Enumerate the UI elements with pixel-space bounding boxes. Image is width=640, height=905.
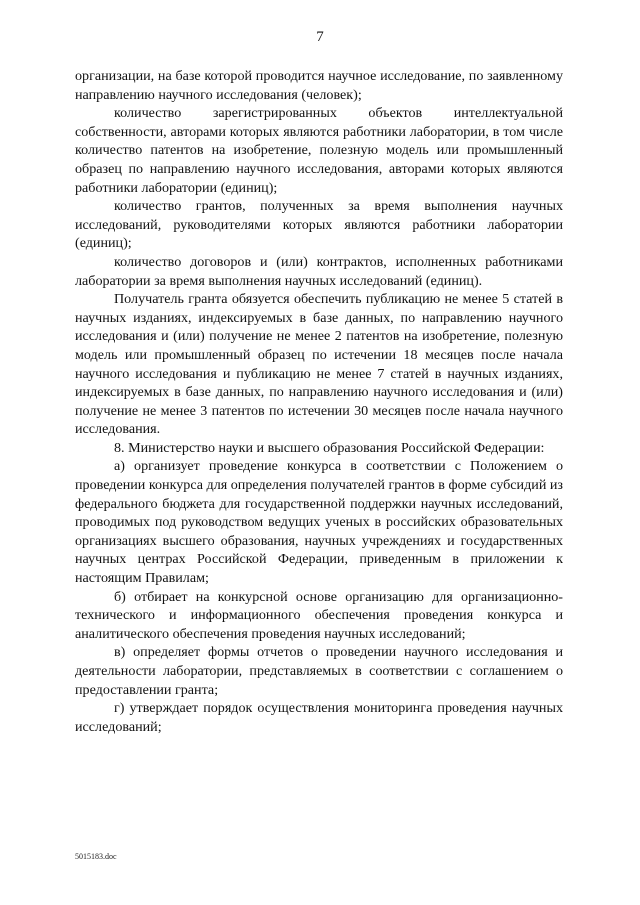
document-body bbox=[75, 67, 563, 736]
paragraph-continuation: организации, на базе которой проводится научное исследование, по заявленному направлению научного исследования (человек); bbox=[75, 68, 563, 103]
paragraph-publication-obligation: Получатель гранта обязуется обеспечить публикацию не менее 5 статей в научных изданиях, индексируемых в базе данных, по направлению научного исследования и (или) получение не менее 2 патентов на изобретение, полезную модель или промышленный образец по истечении 18 месяцев после начала научного исследования и публикацию не менее 7 статей в научных изданиях, индексируемых в базе данных, по направлению научного исследования и (или) получение не менее 3 патентов по истечении 30 месяцев после начала научного исследования. bbox=[75, 291, 563, 438]
document-file-code: 5015183.doc bbox=[75, 852, 117, 861]
paragraph-item-a: а) организует проведение конкурса в соответствии с Положением о проведении конкурса для определения получателей грантов в форме субсидий из федерального бюджета для государственной поддержки научных исследований, проводимых под руководством ведущих ученых в российских образовательных организациях высшего образования, научных учреждениях и государственных научных центрах Российской Федерации, приведенным в приложении к настоящим Правилам; bbox=[75, 458, 563, 587]
paragraph-contracts-count: количество договоров и (или) контрактов, исполненных работниками лаборатории за время выполнения научных исследований (единиц). bbox=[75, 253, 563, 289]
page-number: 7 bbox=[316, 29, 324, 45]
paragraph-item-g: г) утверждает порядок осуществления мониторинга проведения научных исследований; bbox=[75, 700, 563, 735]
paragraph-section-8-heading: 8. Министерство науки и высшего образования Российской Федерации: bbox=[114, 439, 545, 456]
paragraph-item-v: в) определяет формы отчетов о проведении научного исследования и деятельности лаборатории, представляемых в соответствии с соглашением о предоставлении гранта; bbox=[75, 644, 563, 698]
paragraph-item-b: б) отбирает на конкурсной основе организацию для организационно-технического и информационного обеспечения проведения конкурса и аналитического обеспечения проведения научных исследований; bbox=[75, 588, 563, 642]
paragraph-grants-count: количество грантов, полученных за время выполнения научных исследований, руководителями которых являются работники лаборатории (единиц); bbox=[75, 198, 563, 252]
paragraph-ip-objects-count: количество зарегистрированных объектов интеллектуальной собственности, авторами которых являются работники лаборатории, в том числе количество патентов на изобретение, полезную модель или промышленный образец по направлению научного исследования, авторами которых являются работники лаборатории (единиц); bbox=[75, 105, 563, 196]
